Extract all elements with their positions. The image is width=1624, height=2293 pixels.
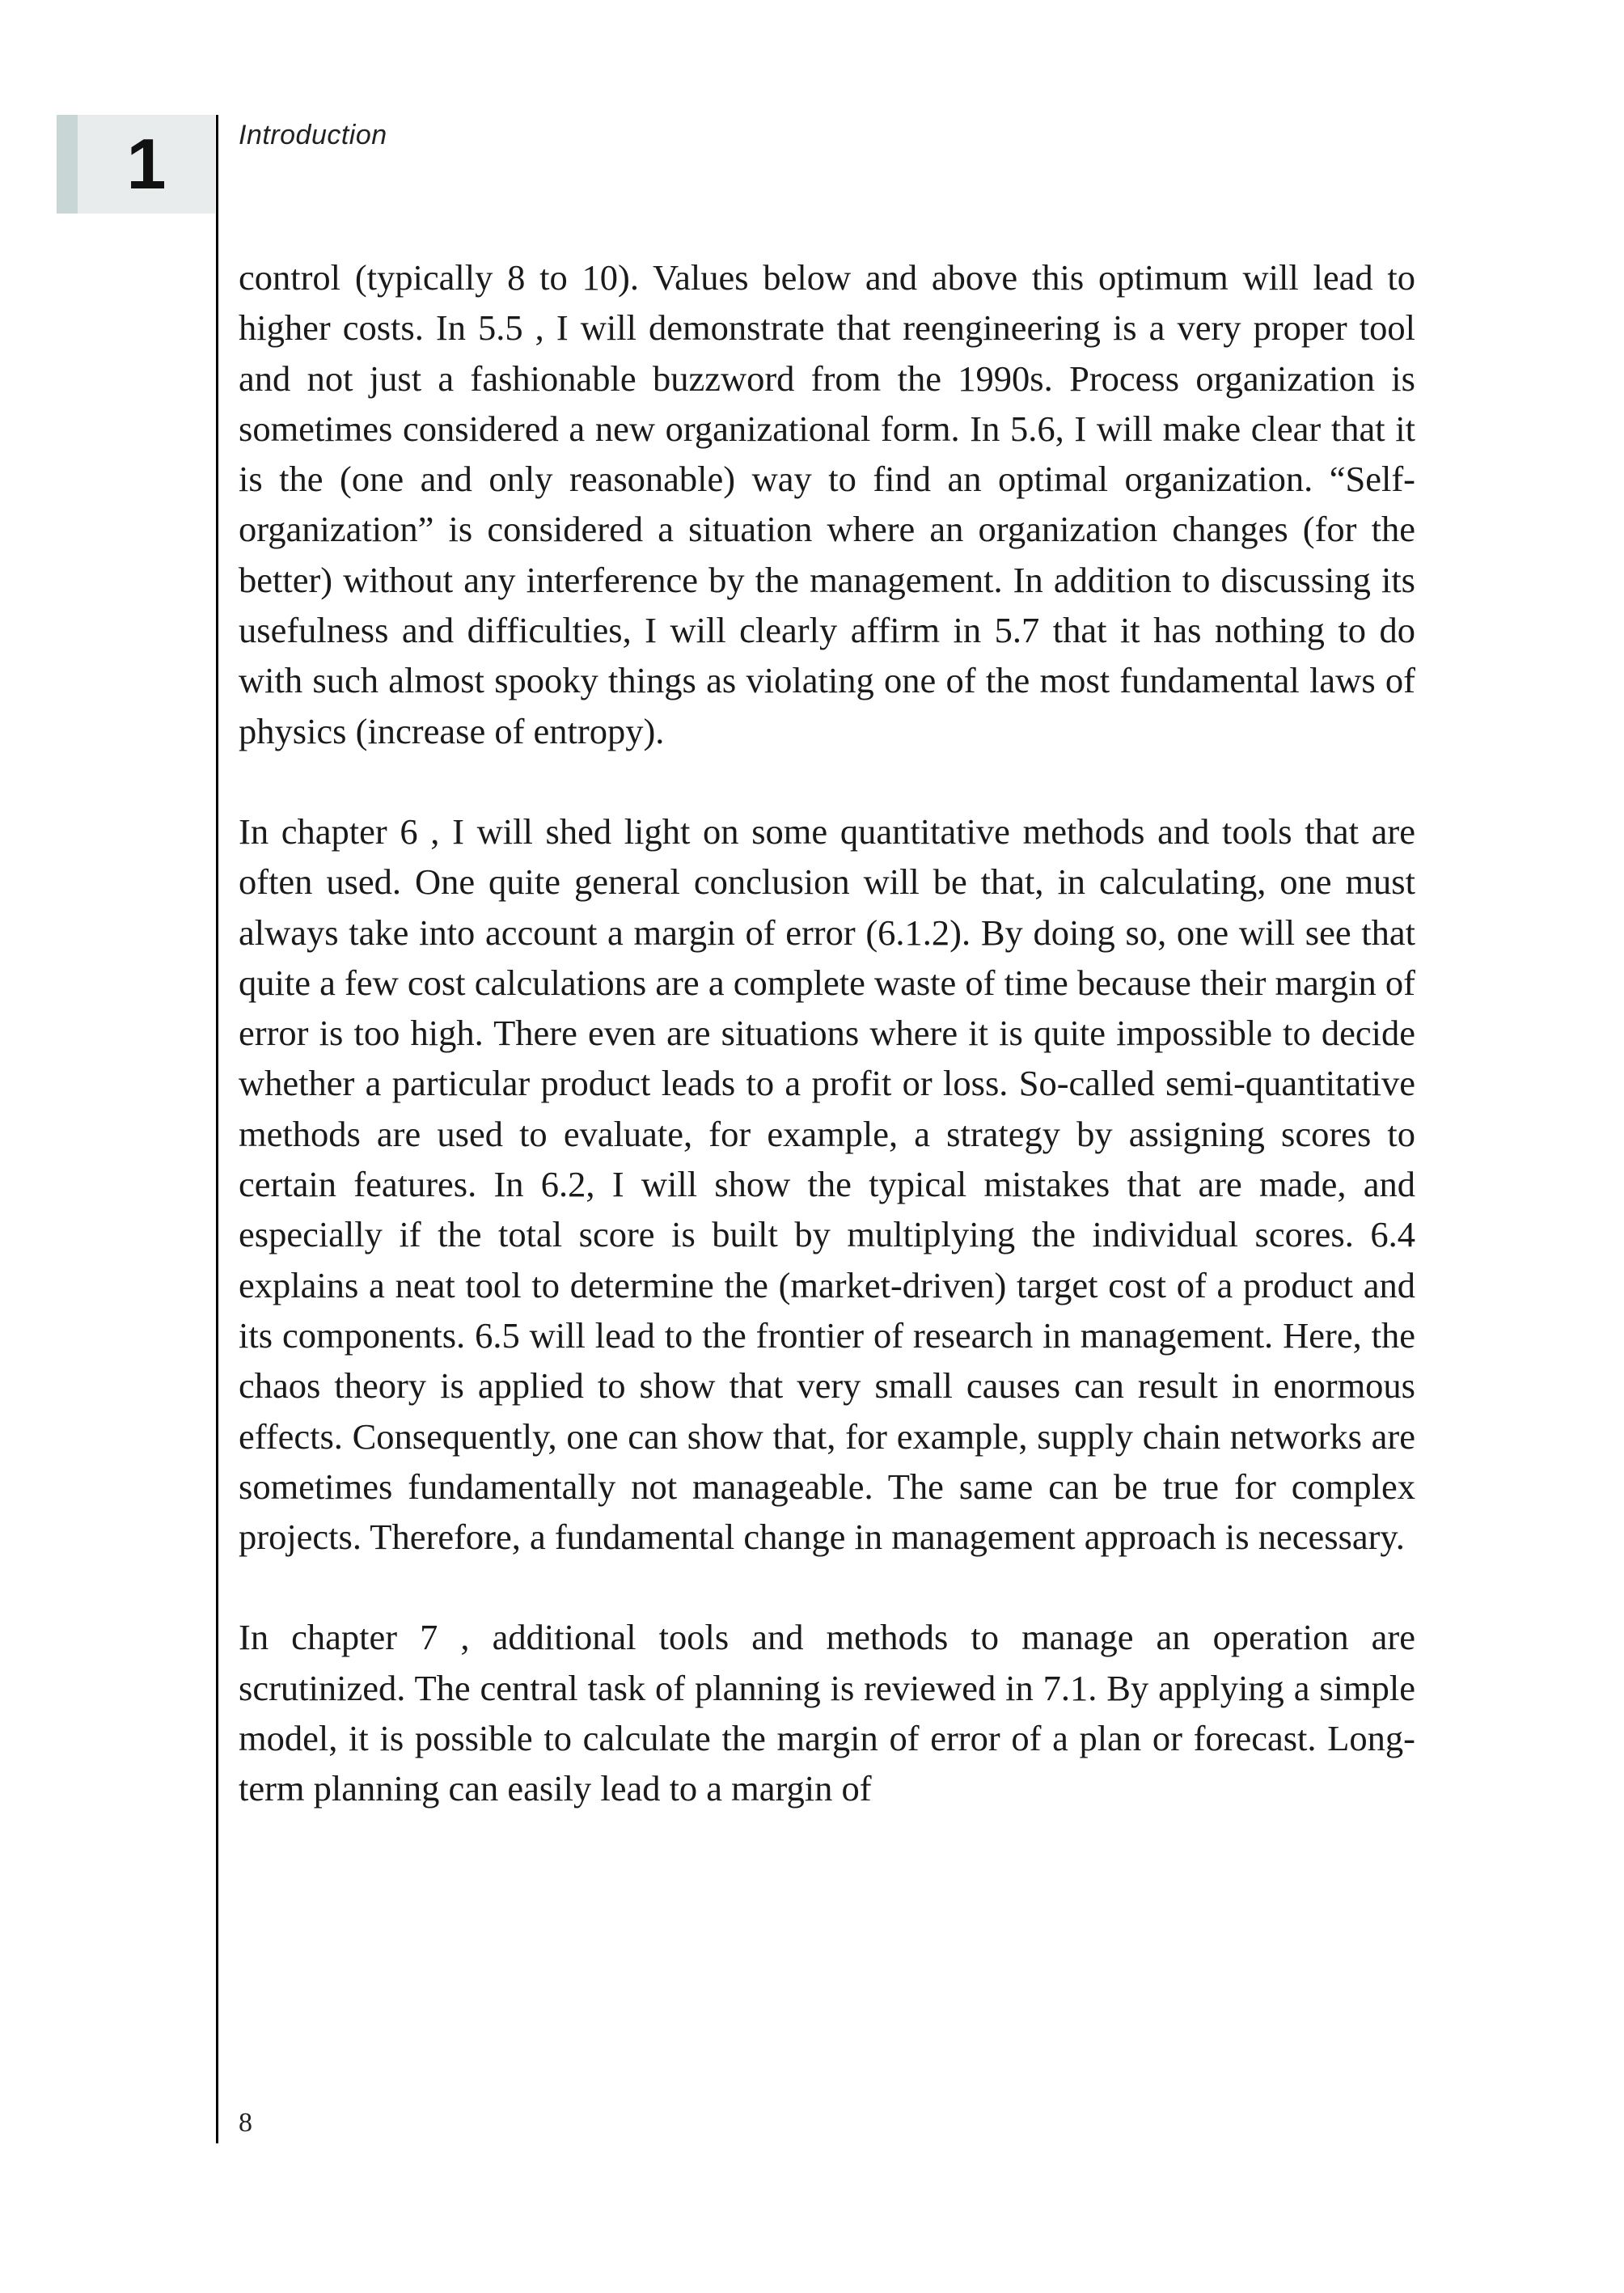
running-header: Introduction — [239, 120, 387, 150]
page-number: 8 — [239, 2108, 252, 2138]
chapter-tab — [57, 115, 215, 214]
chapter-number: 1 — [126, 124, 167, 204]
paragraph: control (typically 8 to 10). Values below and above this optimum will lead to higher costs. In 5.5 , I will demonstrate that reengineering is a very proper tool and not just a fashionable buzzword from the 1990s. Process organization is sometimes considered a new organizational form. In 5.6, I will make clear that it is the (one and only reasonable) way to find an optimal organization. “Self-organization” is considered a situation where an organization changes (for the better) without any interference by the management. In addition to discussing its usefulness and difficulties, I will clearly affirm in 5.7 that it has nothing to do with such almost spooky things as violating one of the most fundamental laws of physics (increase of entropy). — [239, 257, 1415, 751]
chapter-tab-accent — [57, 115, 78, 214]
paragraph: In chapter 7 , additional tools and methods to manage an operation are scrutinized. The central task of planning is reviewed in 7.1. By applying a simple model, it is possible to calculate the margin of error of a plan or forecast. Long-term planning can easily lead to a margin of — [239, 1617, 1415, 1809]
paragraph: In chapter 6 , I will shed light on some quantitative methods and tools that are often used. One quite general conclusion will be that, in calculating, one must always take into account a margin of error (6.1.2). By doing so, one will see that quite a few cost calculations are a complete waste of time because their margin of error is too high. There even are situations where it is quite impossible to decide whether a particular product leads to a profit or loss. So-called semi-quantitative methods are used to evaluate, for example, a strategy by assigning scores to certain features. In 6.2, I will show the typical mistakes that are made, and especially if the total score is built by multiplying the individual scores. 6.4 explains a neat tool to determine the (market-driven) target cost of a product and its components. 6.5 will lead to the frontier of research in management. Here, the chaos theory is applied to show that very small causes can result in enormous effects. Consequently, one can show that, for example, supply chain networks are sometimes fundamentally not manageable. The same can be true for complex projects. Therefore, a fundamental change in management approach is necessary. — [239, 810, 1415, 1558]
margin-rule — [216, 115, 218, 2143]
body-text — [239, 252, 1415, 1864]
